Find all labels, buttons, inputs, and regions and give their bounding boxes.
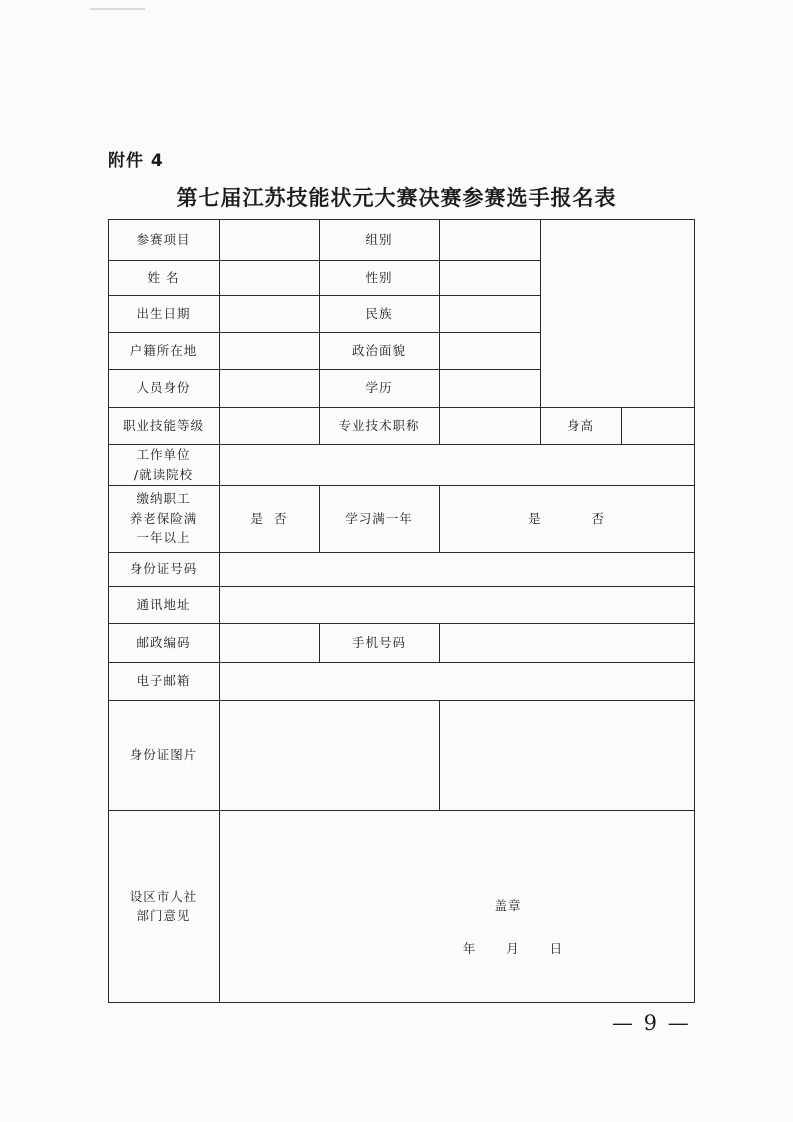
- seal-label: 盖章: [494, 898, 522, 914]
- input-name[interactable]: [220, 261, 319, 295]
- input-group[interactable]: [440, 220, 540, 260]
- input-tech-title[interactable]: [440, 408, 540, 444]
- label-project: 参赛项目: [136, 231, 191, 247]
- registration-form: [108, 219, 694, 1002]
- label-name: 姓 名: [147, 269, 180, 285]
- input-gender[interactable]: [440, 261, 540, 295]
- label-postal: 邮政编码: [136, 634, 191, 650]
- label-work-unit: 工作单位 /就读院校: [133, 447, 194, 482]
- label-skill-level: 职业技能等级: [122, 417, 204, 433]
- input-email[interactable]: [220, 663, 694, 700]
- input-household[interactable]: [220, 333, 319, 369]
- input-ethnic[interactable]: [440, 296, 540, 332]
- label-ethnic: 民族: [365, 305, 393, 321]
- label-political: 政治面貌: [351, 342, 406, 358]
- label-identity: 人员身份: [136, 380, 191, 396]
- label-study-year: 学习满一年: [345, 510, 413, 526]
- label-birth: 出生日期: [136, 305, 191, 321]
- label-id-number: 身份证号码: [129, 561, 198, 577]
- input-height[interactable]: [622, 408, 694, 444]
- study-yes-no[interactable]: 是 否: [528, 510, 605, 526]
- label-household: 户籍所在地: [129, 342, 198, 358]
- scan-mark: [90, 8, 145, 10]
- input-address[interactable]: [220, 587, 694, 623]
- label-group: 组别: [365, 231, 393, 247]
- input-project[interactable]: [220, 220, 319, 260]
- label-mobile: 手机号码: [351, 634, 406, 650]
- page-number: — 9 —: [612, 1011, 691, 1035]
- label-pension: 缴纳职工 养老保险满 一年以上: [129, 491, 198, 546]
- label-opinion: 设区市人社 部门意见: [129, 888, 198, 923]
- label-email: 电子邮箱: [136, 673, 191, 689]
- input-education[interactable]: [440, 370, 540, 407]
- label-tech-title: 专业技术职称: [338, 417, 420, 433]
- date-label: 年 月 日: [462, 941, 564, 957]
- label-id-image: 身份证图片: [129, 747, 198, 763]
- input-work-unit[interactable]: [220, 445, 694, 485]
- opinion-area[interactable]: [220, 811, 694, 1002]
- label-gender: 性别: [365, 269, 393, 285]
- id-image-front[interactable]: [220, 701, 439, 810]
- page-title: 第七届江苏技能状元大赛决赛参赛选手报名表: [176, 185, 617, 210]
- input-id-number[interactable]: [220, 553, 694, 586]
- input-identity[interactable]: [220, 370, 319, 407]
- label-education: 学历: [365, 380, 393, 396]
- photo-box[interactable]: [541, 220, 694, 407]
- pension-yes-no[interactable]: 是 否: [250, 510, 288, 526]
- input-postal[interactable]: [220, 624, 319, 662]
- label-height: 身高: [566, 417, 594, 433]
- input-birth[interactable]: [220, 296, 319, 332]
- input-political[interactable]: [440, 333, 540, 369]
- input-mobile[interactable]: [440, 624, 694, 662]
- input-skill-level[interactable]: [220, 408, 319, 444]
- id-image-back[interactable]: [440, 701, 694, 810]
- label-address: 通讯地址: [136, 596, 191, 612]
- attachment-label: 附件 4: [108, 151, 164, 171]
